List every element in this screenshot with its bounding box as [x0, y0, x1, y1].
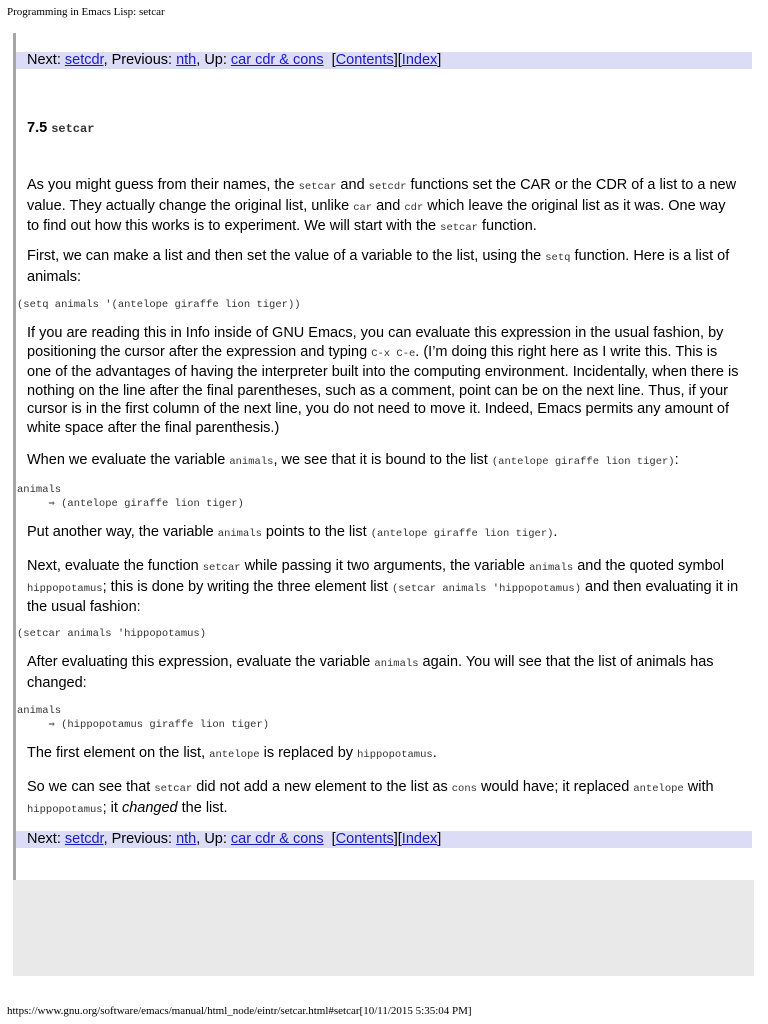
paragraph-text: As you might guess from their names, the	[27, 177, 299, 193]
section-number: 7.5	[27, 120, 48, 136]
paragraph-text: the list.	[177, 799, 228, 816]
inline-code: antelope	[633, 783, 684, 795]
nav-mid-bracket: ][	[393, 831, 402, 847]
inline-code: setcdr	[368, 181, 407, 193]
inline-code: setcar	[154, 783, 193, 795]
code-block-setq: (setq animals '(antelope giraffe lion tiger))	[17, 299, 301, 311]
paragraph-text: with	[683, 779, 714, 795]
nav-contents-link[interactable]: Contents	[335, 52, 394, 68]
paragraph-6	[27, 557, 739, 617]
nav-prev-link[interactable]: nth	[176, 52, 197, 68]
nav-up-link[interactable]: car cdr & cons	[230, 831, 324, 847]
nav-next-label: Next:	[27, 831, 61, 847]
inline-code: hippopotamus	[27, 803, 103, 816]
nav-prev-link[interactable]: nth	[176, 831, 197, 847]
paragraph-text: ; it	[102, 799, 122, 816]
paragraph-7	[27, 653, 739, 692]
print-header: Programming in Emacs Lisp: setcar	[7, 6, 165, 18]
emphasis-text: changed	[121, 799, 178, 816]
nav-next-label: Next:	[27, 52, 61, 68]
nav-up-label: , Up:	[196, 52, 227, 68]
section-title: setcar	[51, 122, 95, 136]
inline-code: (antelope giraffe lion tiger)	[491, 456, 675, 468]
paragraph-text: and the quoted symbol	[573, 558, 724, 574]
paragraph-text: and	[336, 177, 369, 193]
paragraph-text: . (I’m doing this right here as I write this. This is one of the advantages of having the interpreter built into the computing environment. Incidentally, when there is nothing on the line after the final parentheses, such as a comment, point can be on the next line. Thus, if your cursor is in the first column of the next line, you do not need to move it. Indeed, Emacs permits any amount of white space after the final parenthesis.)	[27, 343, 739, 436]
nav-mid-bracket: ][	[393, 52, 402, 68]
code-block-setcar: (setcar animals 'hippopotamus)	[17, 628, 207, 640]
paragraph-3	[27, 324, 739, 437]
nav-contents-link[interactable]: Contents	[335, 831, 394, 847]
inline-code: animals	[374, 658, 419, 670]
inline-code: car	[353, 201, 373, 214]
paragraph-text: If you are reading this in Info inside of GNU Emacs, you can evaluate this expression in the usual fashion, by positioning the cursor after the expression and typing	[27, 325, 724, 360]
paragraph-text: So we can see that	[27, 779, 155, 795]
paragraph-text: :	[674, 452, 679, 468]
inline-code: animals	[229, 456, 274, 468]
nav-prev-label: , Previous:	[103, 831, 173, 847]
paragraph-text: , we see that it is bound to the list	[273, 452, 492, 468]
paragraph-text: When we evaluate the variable	[27, 452, 230, 468]
paragraph-text: function.	[477, 218, 537, 234]
paragraph-text: First, we can make a list and then set the value of a variable to the list, using the	[27, 248, 546, 264]
nav-next-link[interactable]: setcdr	[64, 831, 104, 847]
paragraph-1	[27, 176, 739, 238]
paragraph-text: The first element on the list,	[27, 745, 210, 761]
nav-bar-top	[16, 52, 752, 69]
code-block-animals-2: animals ⇒ (hippopotamus giraffe lion tiger)	[17, 705, 270, 731]
paragraph-text: .	[432, 745, 437, 761]
nav-prev-label: , Previous:	[103, 52, 173, 68]
inline-code: (setcar animals 'hippopotamus)	[391, 582, 581, 595]
inline-code: animals	[217, 528, 262, 540]
inline-code: hippopotamus	[27, 582, 103, 595]
code-block-animals-1: animals ⇒ (antelope giraffe lion tiger)	[17, 484, 244, 510]
inline-code: setcar	[298, 181, 337, 193]
paragraph-text: and	[372, 197, 405, 214]
paragraph-text: and then evaluating it in the usual fashion:	[27, 578, 739, 615]
inline-code: cdr	[404, 201, 424, 214]
paragraph-9	[27, 778, 739, 819]
paragraph-text: would have; it replaced	[476, 779, 634, 795]
paragraph-text: Next, evaluate the function	[27, 558, 203, 574]
inline-code: setcar	[202, 562, 241, 574]
paragraph-text: did not add a new element to the list as	[192, 779, 452, 795]
nav-next-link[interactable]: setcdr	[64, 52, 104, 68]
paragraph-text: which leave the original list as it was. One way to find out how this works is to experiment. We will start with the	[27, 197, 726, 234]
paragraph-4	[27, 451, 739, 472]
paragraph-text: points to the list	[261, 524, 371, 540]
nav-bar-bottom	[16, 831, 752, 848]
inline-code: setq	[545, 252, 571, 264]
section-heading	[27, 120, 94, 136]
paragraph-8	[27, 744, 739, 765]
paragraph-text: is replaced by	[259, 745, 358, 761]
paragraph-text: while passing it two arguments, the variable	[240, 558, 530, 574]
nav-close-bracket: ]	[437, 831, 442, 847]
nav-index-link[interactable]: Index	[401, 52, 438, 68]
paragraph-text: function. Here is a list of animals:	[27, 248, 730, 285]
inline-code: C-x C-e	[371, 347, 416, 360]
paragraph-2	[27, 247, 739, 286]
nav-index-link[interactable]: Index	[401, 831, 438, 847]
paragraph-text: .	[553, 524, 558, 540]
print-footer: https://www.gnu.org/software/emacs/manual/html_node/eintr/setcar.html#setcar[10/11/2015 5:35:04 PM]	[7, 1005, 472, 1017]
paragraph-text: After evaluating this expression, evaluate the variable	[27, 654, 375, 670]
paragraph-text: Put another way, the variable	[27, 524, 218, 540]
nav-up-link[interactable]: car cdr & cons	[230, 52, 324, 68]
inline-code: (antelope giraffe lion tiger)	[370, 528, 554, 540]
nav-up-label: , Up:	[196, 831, 227, 847]
paragraph-text: ; this is done by writing the three element list	[102, 578, 392, 595]
paragraph-text: again. You will see that the list of animals has changed:	[27, 654, 714, 691]
nav-open-bracket: [	[331, 831, 336, 847]
paragraph-5	[27, 523, 739, 544]
inline-code: setcar	[440, 222, 478, 234]
inline-code: hippopotamus	[357, 749, 433, 761]
nav-open-bracket: [	[331, 52, 336, 68]
nav-close-bracket: ]	[437, 52, 442, 68]
inline-code: antelope	[209, 749, 260, 761]
inline-code: cons	[451, 783, 477, 795]
paragraph-text: functions set the CAR or the CDR of a list to a new value. They actually change the original list, unlike	[27, 177, 737, 214]
inline-code: animals	[529, 562, 574, 574]
